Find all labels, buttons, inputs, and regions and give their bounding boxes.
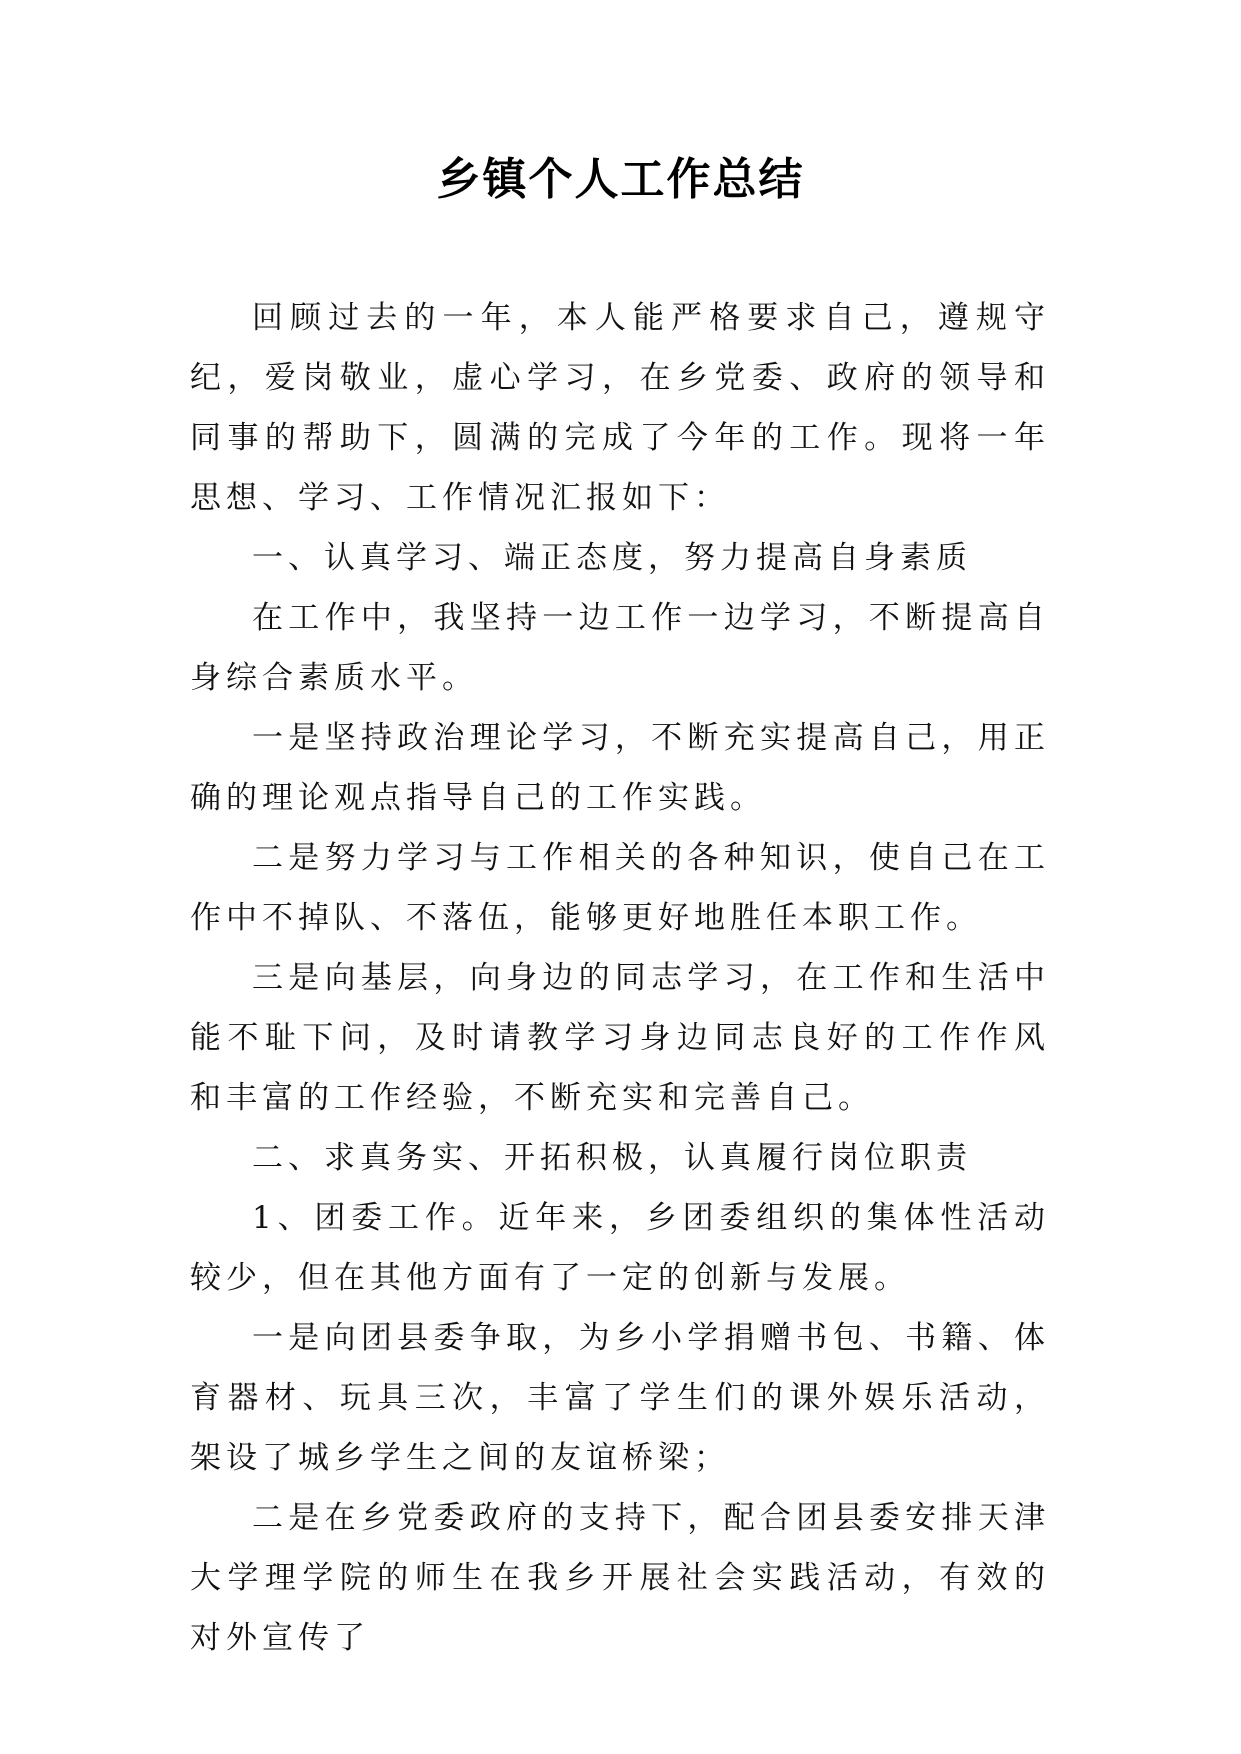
paragraph: 1、团委工作。近年来，乡团委组织的集体性活动较少，但在其他方面有了一定的创新与发展。 [190, 1200, 1050, 1296]
paragraph: 在工作中，我坚持一边工作一边学习，不断提高自身综合素质水平。 [190, 600, 1050, 696]
document-body [190, 288, 1050, 1668]
paragraph: 二是努力学习与工作相关的各种知识，使自己在工作中不掉队、不落伍，能够更好地胜任本职工作。 [190, 840, 1050, 936]
section-heading-2: 二、求真务实、开拓积极，认真履行岗位职责 [252, 1140, 972, 1176]
document-title: 乡镇个人工作总结 [436, 154, 805, 205]
section-heading-1: 一、认真学习、端正态度，努力提高自身素质 [252, 540, 972, 576]
paragraph-intro: 回顾过去的一年，本人能严格要求自己，遵规守纪，爱岗敬业，虚心学习，在乡党委、政府的领导和同事的帮助下，圆满的完成了今年的工作。现将一年思想、学习、工作情况汇报如下： [190, 300, 1050, 516]
paragraph: 一是向团县委争取，为乡小学捐赠书包、书籍、体育器材、玩具三次，丰富了学生们的课外娱乐活动，架设了城乡学生之间的友谊桥梁； [190, 1320, 1050, 1476]
paragraph: 一是坚持政治理论学习，不断充实提高自己，用正确的理论观点指导自己的工作实践。 [190, 720, 1050, 816]
paragraph: 三是向基层，向身边的同志学习，在工作和生活中能不耻下问，及时请教学习身边同志良好的工作作风和丰富的工作经验，不断充实和完善自己。 [190, 960, 1050, 1116]
paragraph: 二是在乡党委政府的支持下，配合团县委安排天津大学理学院的师生在我乡开展社会实践活动，有效的对外宣传了 [190, 1500, 1050, 1656]
